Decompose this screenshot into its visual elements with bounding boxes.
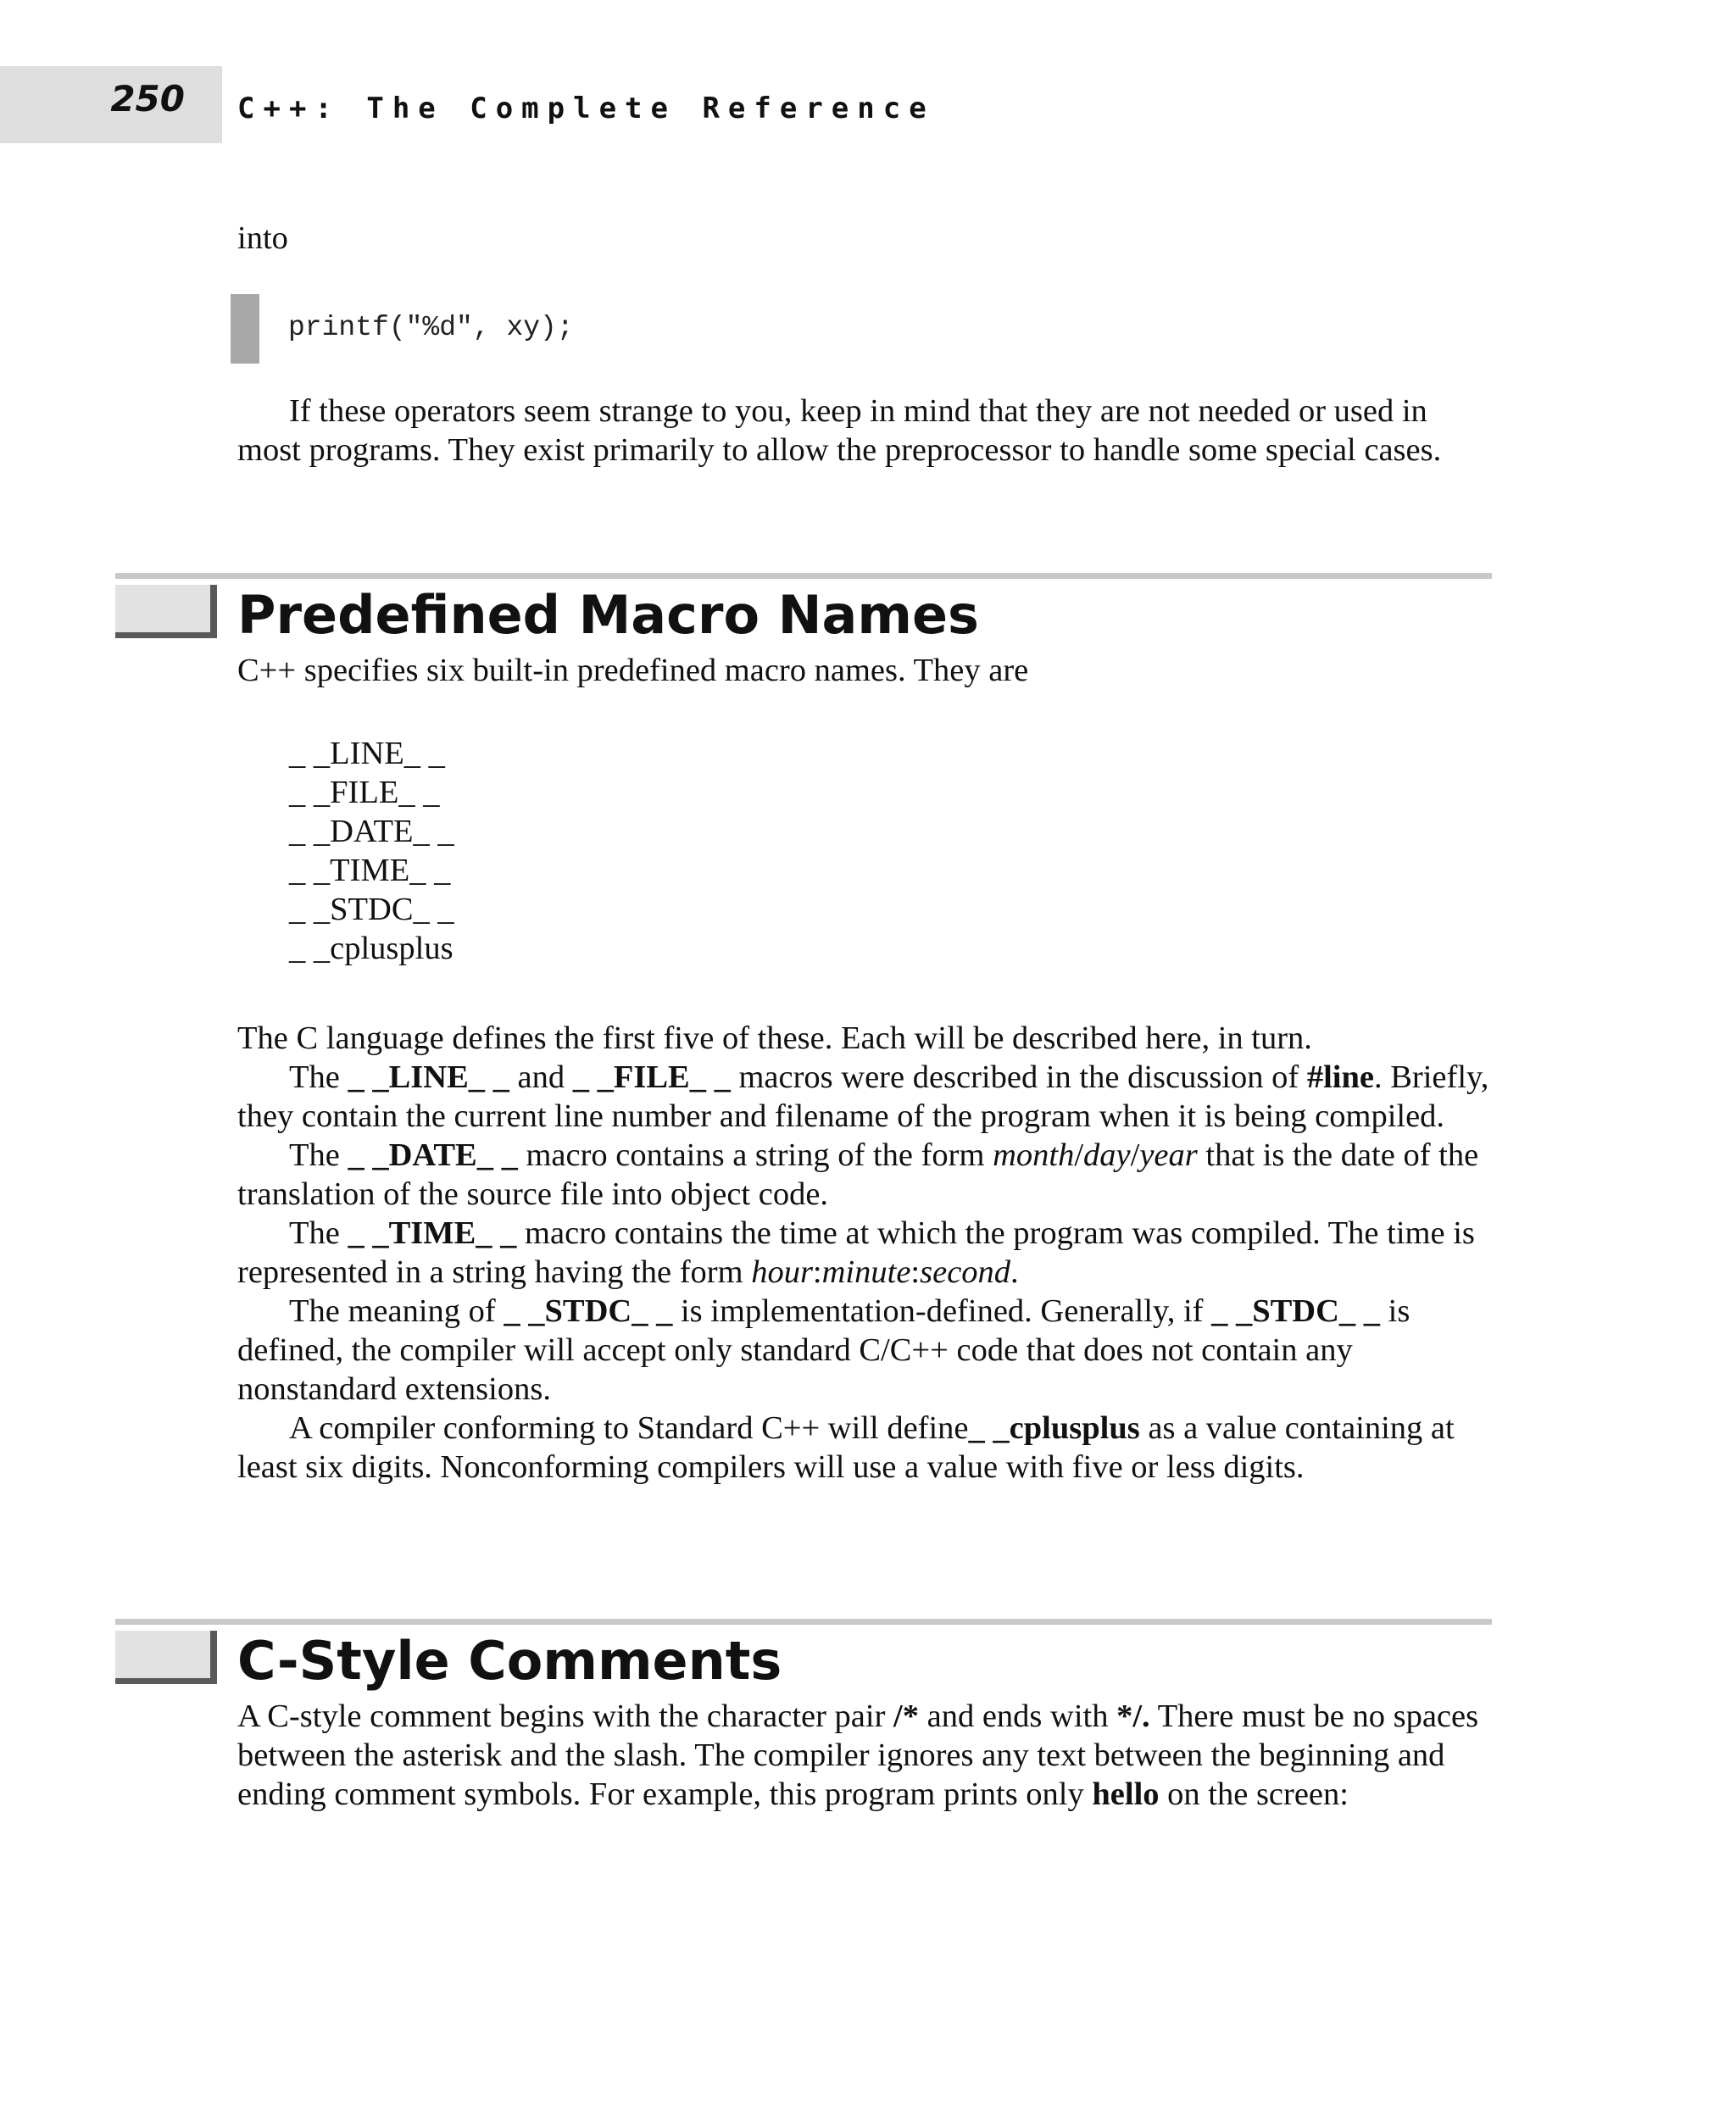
list-item: _ _DATE_ _ [289, 814, 454, 849]
lead-text: into [237, 220, 288, 256]
paragraph-time: The _ _TIME_ _ macro contains the time at which the program was compiled. The time is represented in a string having the form hour:minute:second. [237, 1215, 1475, 1290]
list-item: _ _FILE_ _ [289, 775, 440, 810]
section1-body [237, 1019, 1492, 1487]
section-rule [115, 1619, 1492, 1625]
running-head: C++: The Complete Reference [237, 92, 935, 125]
section-title-predefined-macros: Predefined Macro Names [237, 584, 979, 646]
section-title-c-style-comments: C-Style Comments [237, 1630, 782, 1692]
macro-list [289, 734, 454, 968]
paragraph-cplusplus: A compiler conforming to Standard C++ will define_ _cplusplus as a value containing at least six digits. Nonconforming compilers will use a value with five or less digits. [237, 1410, 1455, 1485]
paragraph-stdc: The meaning of _ _STDC_ _ is implementation-defined. Generally, if _ _STDC_ _ is defined, the compiler will accept only standard C/C++ code that does not contain any nonstandard extensions. [237, 1293, 1410, 1407]
paragraph-line-file: The _ _LINE_ _ and _ _FILE_ _ macros were described in the discussion of #line. Briefly, they contain the current line number and filename of the program when it is being compiled. [237, 1059, 1489, 1134]
section-marker-box [115, 585, 217, 638]
section1-intro: C++ specifies six built-in predefined macro names. They are [237, 653, 1029, 688]
section-marker-box [115, 1631, 217, 1684]
section-rule [115, 573, 1492, 579]
list-item: _ _cplusplus [289, 931, 453, 966]
code-example: printf("%d", xy); [288, 312, 574, 343]
list-item: _ _TIME_ _ [289, 853, 451, 888]
paragraph-comments: A C-style comment begins with the character pair /* and ends with */. There must be no spaces between the asterisk and the slash. The compiler ignores any text between the beginning and ending comment symbols. For example, this program prints only hello on the screen: [237, 1698, 1479, 1812]
intro-paragraph: If these operators seem strange to you, keep in mind that they are not needed or used in most programs. They exist primarily to allow the preprocessor to handle some special cases. [237, 393, 1442, 468]
list-item: _ _STDC_ _ [289, 892, 454, 927]
list-item: _ _LINE_ _ [289, 736, 445, 771]
page-number: 250 [110, 78, 185, 120]
code-block-marker [231, 294, 259, 364]
paragraph-first-five: The C language defines the first five of these. Each will be described here, in turn. [237, 1020, 1312, 1056]
paragraph-date: The _ _DATE_ _ macro contains a string of the form month/day/year that is the date of the translation of the source file into object code. [237, 1137, 1479, 1212]
